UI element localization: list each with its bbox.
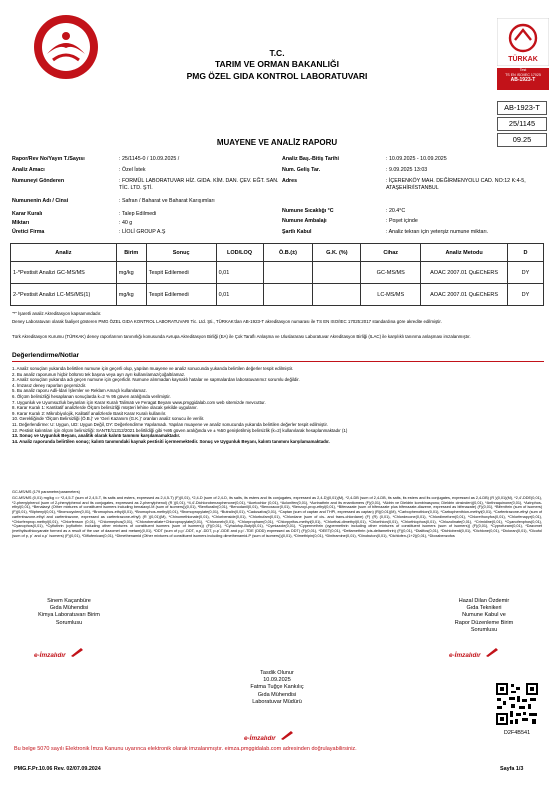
header-line1: T.C.: [269, 48, 285, 58]
report-number-box: 25/1145: [497, 117, 547, 131]
header-ministry: TARIM VE ORMAN BAKANLIĞI: [214, 59, 340, 69]
note-item-bold: 13. Sonuç ve Uygunluk Beyanı, analitik olarak kalıntı tanımını karşılamamaktadır.: [12, 433, 181, 439]
signer-role: Laboratuvar Müdürü: [252, 698, 302, 705]
table-cell: 1-*Pestisit Analizi GC-MS/MS: [11, 262, 117, 284]
qr-code: [495, 682, 539, 726]
signer-name: Fatma Tuğçe Kankılıç: [250, 684, 304, 691]
table-cell: 2-*Pestisit Analizi LC-MS/MS(1): [11, 284, 117, 306]
info-value: : İÇERENKÖY MAH. DEĞİRMENYOLU CAD. NO:12 K:4-5, ATAŞEHİR/İSTANBUL: [386, 178, 526, 191]
info-label: Analiz Amacı: [12, 167, 45, 173]
note-item: 4. İmzasız deney raporları geçersizdir.: [12, 382, 87, 388]
column-header: G.K. (%): [313, 244, 361, 262]
e-signature-stamp-center: [244, 727, 294, 745]
info-value: : LİOLİ GROUP A.Ş: [119, 229, 166, 235]
info-label: Analiz Baş.-Bitiş Tarihi: [282, 156, 340, 162]
info-value: : FORMÜL LABORATUVAR HİZ. GIDA. KİM. DAN. ÇEV. EĞT. SAN. TİC. LTD. ŞTİ.: [119, 178, 279, 191]
note-item: 1. Analiz sonuçları yukarıda belirtilen numune için geçerli olup, yapılan muayene ve analiz sonucunda yukarıda belirtilen değerler tespit edilmiştir.: [12, 366, 294, 371]
note-item: 2. Bu analiz raporunun hiçbir bölümü tek başına veya ayrı ayrı kullanılamaz/çoğaltılamaz.: [12, 371, 186, 377]
report-title: MUAYENE VE ANALİZ RAPORU: [216, 138, 338, 147]
table-cell: AOAC 2007.01 QuEChERS: [421, 262, 508, 284]
info-label: Numuneyi Gönderen: [12, 178, 65, 184]
footer-form-code: PMG.F.Pr.10.06 Rev. 02/07.09.2024: [14, 766, 101, 772]
pen-icon: [485, 647, 499, 657]
results-table: [10, 243, 544, 306]
table-cell: Tespit Edilemedi: [146, 262, 216, 284]
column-header: Ö.B.(±): [263, 244, 313, 262]
approval-date: 10.09.2025: [263, 677, 291, 684]
info-label: Üretici Firma: [12, 229, 45, 235]
info-value: : 25/1145-0 / 10.09.2025 /: [119, 156, 180, 162]
column-header: Birim: [116, 244, 146, 262]
table-cell: [263, 262, 313, 284]
table-cell: 0,01: [216, 262, 263, 284]
note-item: 12. Pestisit kalıntıları için ölçüm belirsizliği: SANTE/11312/2021 belirtildiği gibi %95 güven aralığında ve ± %50 genişletilmiş belirsizlik (k=2) kullanılarak hesaplanmaktadır (1): [12, 427, 348, 433]
column-header: LOD/LOQ: [216, 244, 263, 262]
e-signature-stamp-right: [449, 644, 499, 662]
table-cell: DY: [508, 262, 544, 284]
header-lab: PMG ÖZEL GIDA KONTROL LABORATUVARI: [186, 71, 368, 81]
footer-page-number: Sayfa 1/3: [500, 766, 524, 772]
recognition-statement: Türk Akreditasyon Kurumu (TÜRKAK) deney raporlarının tanınırlığı konusunda Avrupa Akreditasyon Birliği (EA) ile Çok Taraflı Anlaşma ve Uluslararası Laboratuvar Akreditasyon Birliği (ILAC) ile karşılıklı tanınma anlaşması imzalanmıştır.: [12, 334, 471, 339]
table-cell: DY: [508, 284, 544, 306]
signature-right: [428, 598, 540, 634]
signer-name: Sinem Kaçanbüre: [47, 598, 91, 604]
note-item: 6. Ölçüm belirsizliği hesaplanan sonuçlarda k=2 % 95 güven aralığında verilmiştir.: [12, 393, 171, 399]
info-label: Karar Kuralı: [12, 211, 43, 217]
accreditation-mark-note: "*" İşaretli analiz Akreditasyon kapsamındadır.: [12, 311, 102, 316]
column-header: Sonuç: [146, 244, 216, 262]
note-item: 3. Analiz sonuçları yukarıda adı geçen numune için geçerlidir. Numune alınmadan kaynaklı hatalar ve sapmalardan laboratuvarımız sorumlu değildir.: [12, 377, 300, 383]
column-header: Cihaz: [361, 244, 421, 262]
table-row: [11, 284, 544, 306]
report-date-box: 09.25: [497, 133, 547, 147]
turkak-sub2: TS EN ISO/IEC 17025: [505, 73, 541, 77]
note-item-bold: 14. Analiz raporunda belirtilen sonuç; kalıntı tanımındaki kaynak pestisiti içermemektedir. Sonuç ve Uygunluk Beyanı, kalıntı tanımını karşılamamaktadır.: [12, 438, 330, 444]
pen-icon: [70, 647, 84, 657]
signer-role: Numune Kabul ve: [462, 612, 506, 619]
notes-divider: [12, 361, 544, 362]
column-header: Analiz Metodu: [421, 244, 508, 262]
e-signature-label: e-İmzalıdır: [244, 735, 276, 742]
table-row: [11, 262, 544, 284]
ministry-logo: [33, 14, 99, 80]
pesticide-title: GC-MS/MS (179 parametre/parameters): [12, 490, 80, 494]
note-item: 8. Karar Kuralı 1: Kantitatif analizlerde Ölçüm belirsizliği müşteri lehine olacak şekilde uygulanır.: [12, 405, 198, 411]
note-item: 11. Değerlendirme: U: Uygun, UD: Uygun Değil, DY: Değerlendirme Yapılamadı. Yapılan muayene ve analiz sonucunda yukarıda belirtilen değerler tespit edilmiştir.: [12, 421, 328, 427]
info-value: : 20.4°C: [386, 208, 406, 214]
info-value: : Poşet içinde: [386, 218, 418, 224]
notes-title: Değerlendirme/Notlar: [12, 352, 80, 359]
info-value: : Özel İstek: [119, 167, 146, 173]
signer-title: Gıda Mühendisi: [49, 605, 89, 612]
signer-role: Sorumlusu: [470, 626, 498, 633]
table-cell: LC-MS/MS: [361, 284, 421, 306]
pesticide-list: GC-MS/MS (0,01) mg/kg => *2,4,5-T (sum of 2,4,5-T, its salts and esters, expressed as 2,4,5-T) (F)(0,01), *2,4-D (sum of 2,4-D, its salts, its esters and its conjugates, expressed as 2,4-D)(0,01)(M), *2,4-DB (sum of 2,4-DB, its salts, its esters and its conjugates, expressed as 2,4-DB) (R )(0,01)(M), *2,4'-DDE(0,01), *2-phenylphenol (sum of 2-phenylphenol and its conjugates, expressed as 2-phenylphenol) (R )(0,01), *4,4'-Dichlorobenzophenone(0,01), *Acetochlor (0,01), *Aclonifen(0,01), *Acrinathrin and its enantiomers (F)(0,01), *Aldrin ve Dieldrin kombinasyonu; Dieldrin cinsinden)(0,01), *Anthraquinone(0,01), *Azinphos-ethyl(0,01), *Benalaxyl (Other mixtures of constituent isomers including benalaxyl-M (sum of isomers))(0,01), *Benfluralin(0,01), *Benodanil(0,01), *Benoxacor(0,01), *Benzoyl-prop-ethyl(0,01), *Bifenazate (sum of bifenazate plus bifenazate-diazene, expressed as bifenazate) (F)(0,01), *Bifenthrin (sum of isomers) (F)(0,01), *Biphenyl(0,01), *Bromocyclen(0,01), *Bromophos-ethyl(0,01), *Bromophos-methyl(0,01), *Bromopropylate(0,01), *Butralin(0,01), *Cadusafos(0,01), *Captan (sum of captan and THPI, expressed as captan) (R)(0,01)(M), *Carbophenothion(0,01), *Carbophenthion-methyl(0,01), *Carfentrazone-ethyl (sum of carfentrazone-ethyl and carfentrazone, expressed as carfentrazone-ethyl) (R )(0,01)(M), *Chinomethionate(0,01), *Chlorbenside(0,01), *Chlorbufam(0,01), *Chlordane (sum of cis- and trans-chlordane) (F) (R) (0,01), *Chlordecone(0,01), *Chlordimeform(0,01), *Chlorethoxyfos(0,01), *Chlorfenapyr(0,01), *Chlorfenprop-methyl(0,01), *Chlorfenson (0,01), *Chlormephos(0,01), *Chlorobenzilate+Chloropropylate(0,01), *Chloroneb(0,01), *Chlorpropham(0,01), *Chlorpyrifos-methyl(0,01), *Chlorthal-dimethyl(0,01), *Chlorthion(0,01), *Chlorthiophos(0,01), *Chlozolinate(0,01), *Crimidine(0,01), *Cyanofenphos(0,01), *Cyanophos(0,01), *Cyfluthrin (cyfluthrin including other mixtures of constituent isomers (sum of isomers)) (F)(0,01), *Cyhalofop-Butyl(0,01), *Cymiazole(0,01), *Cypermethrin (cypermethrin including other mixtures of constituent isomers (sum of isomers)) (F)(0,01), *Cyprofuram(0,01), *Dazomet (methylisothiocyanate formed as a result of the use of dazomet and metam)(0,01), *DDT (sum of p,p´-DDT, o,p´-DDT, p-p´-DDE and p,p´-TDE (DDD) expressed as DDT) (F)(0,01), *DEET(0,01), *Deltamethrin (cis-deltamethrin) (F)(0,01), *Dialifos(0,01), *Dichlobenil(0,01), *Dichlone(0,01), *Dicloran(0,01), *Dicofol (sum of p, p´ and o,p´ isomers) (F)(0,01), *Diflufenican(0,01), *Dimethenamid (Other mixtures of constituent isomers including dimethenamid-P (sum of isomers))(0,01), *Dimethipin(0,01), *Dinitramine(0,01), *Dinobuton(0,01), *Dichlofen-(1+2)(0,01), *Dioxabenzofos: [12, 496, 542, 538]
note-item: 5. Bu analiz raporu Adli-İdari İşlemler ve Reklam Amaçlı kullanılamaz.: [12, 388, 147, 394]
info-label: Num. Geliş Tar.: [282, 167, 321, 173]
signature-left: [14, 598, 124, 627]
e-signature-label: e-İmzalıdır: [449, 652, 481, 659]
qr-code-id: D2F4B541: [503, 730, 531, 736]
info-label: Rapor/Rev No/Yayın T./Sayısı: [12, 156, 85, 162]
footer-e-signature-notice: Bu belge 5070 sayılı Elektronik İmza Kanunu uyarınca elektronik olarak imzalanmıştır. eimza.pmggidalab.com adresinden doğrulayabilirsiniz.: [14, 746, 357, 752]
turkak-brand: TÜRKAK: [508, 56, 538, 63]
note-item: 10. Gerekliğinde 'Ölçüm Belirsizliği (Ö.B.)' ve 'Geri Kazanım (G.K.)' oranları analiz sonucu ile verilir.: [12, 416, 205, 422]
info-value: : Analiz tekrarı için yeterşiz numune miktarı.: [386, 229, 489, 235]
table-cell: 0,01: [216, 284, 263, 306]
info-value: : 40 g: [119, 220, 133, 226]
accreditation-number-box: AB-1923-T: [497, 101, 547, 115]
info-label: Numunenin Adı / Cinsi: [12, 198, 69, 204]
accreditation-statement: Deney Laboratuvarı olarak faaliyet gösteren PMG ÖZEL GIDA KONTROL LABORATUVARI Tic. Ltd. Şti., TÜRKAK'dan AB-1923-T akreditasyon numarası ile TS EN ISO/IEC 17025:2017 standardına göre akredite edilmiştir.: [12, 319, 442, 324]
table-cell: AOAC 2007.01 QuEChERS: [421, 284, 508, 306]
signer-role: Kimya Laboratuvarı Birim: [38, 612, 100, 619]
info-label: Şartlı Kabul: [282, 229, 312, 235]
signer-title: Gıda Teknikeri: [466, 605, 502, 612]
table-header-row: [11, 244, 544, 262]
signature-center: [212, 670, 342, 706]
info-value: : 10.09.2025 - 10.09.2025: [386, 156, 447, 162]
turkak-sub1: Test: [519, 68, 527, 72]
notes-list: [12, 366, 542, 444]
note-item: 9. Karar Kuralı 2: Mikrobiyolojik, Kalitatif analizlerde Basit Karar Kuralı kullanılır.: [12, 410, 167, 416]
info-value: : Talep Edilmedi: [119, 211, 157, 217]
signer-role: Rapor Düzenleme Birim: [454, 619, 514, 626]
info-label: Miktarı: [12, 220, 30, 226]
pen-icon: [280, 730, 294, 740]
table-cell: [313, 284, 361, 306]
signer-role: Sorumlusu: [55, 619, 83, 626]
turkak-logo: [497, 18, 549, 94]
info-label: Numune Sıcaklığı °C: [282, 208, 334, 214]
signer-title: Gıda Mühendisi: [257, 691, 297, 698]
table-cell: GC-MS/MS: [361, 262, 421, 284]
e-signature-stamp-left: [34, 644, 84, 662]
table-cell: mg/kg: [116, 262, 146, 284]
e-signature-label: e-İmzalıdır: [34, 652, 66, 659]
table-cell: Tespit Edilemedi: [146, 284, 216, 306]
note-item: 7. Uygunluk ve Uyumsuzluk beyanları için Karar Kuralı Talimatı ve Feragat Beyanı www.pmggidalab.com web sitemizde mevcuttur.: [12, 399, 266, 405]
info-value: : 9.09.2025 13:03: [386, 167, 428, 173]
info-label: Adres: [282, 178, 298, 184]
turkak-code: AB-1923-T: [510, 77, 536, 83]
approval-label: Tasdik Olunur: [260, 670, 294, 676]
signer-name: Hazal Dilan Özdemir: [458, 598, 510, 604]
info-value: : Safran / Baharat ve Baharat Karışımları: [119, 198, 215, 204]
column-header: D: [508, 244, 544, 262]
table-cell: [313, 262, 361, 284]
table-cell: [263, 284, 313, 306]
info-label: Numune Ambalajı: [282, 218, 327, 224]
column-header: Analiz: [11, 244, 117, 262]
table-cell: mg/kg: [116, 284, 146, 306]
